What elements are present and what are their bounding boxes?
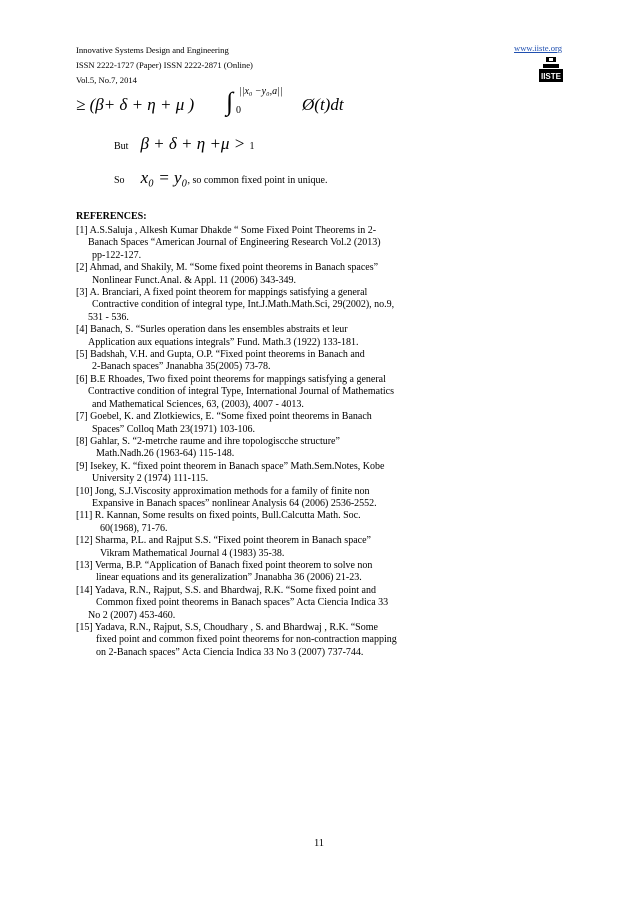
logo-text: IISTE [540, 72, 562, 81]
so-label: So [114, 175, 125, 186]
reference-line: Math.Nadh.26 (1963-64) 115-148. [96, 448, 235, 460]
reference-line: pp-122-127. [92, 249, 142, 261]
reference-line: [10] Jong, S.J.Viscosity approximation methods for a family of finite non [76, 485, 370, 497]
reference-item [76, 262, 556, 287]
reference-line: Contractive condition of integral type, Int.J.Math.Math.Sci, 29(2002), no.9, [92, 299, 395, 311]
reference-line: [7] Goebel, K. and Zlotkiewics, E. “Some fixed point theorems in Banach [76, 411, 372, 423]
reference-line: Application aux equations integrals” Fund. Math.3 (1922) 133-181. [88, 336, 359, 348]
journal-url-link[interactable]: www.iiste.org [514, 43, 562, 53]
reference-line: [4] Banach, S. “Surles operation dans les ensembles abstraits et leur [76, 324, 348, 336]
integral-inequality [76, 86, 344, 119]
reference-line: linear equations and its generalization” Jnanabha 36 (2006) 21-23. [96, 572, 362, 584]
references-heading: REFERENCES: [76, 211, 147, 222]
reference-line: [2] Ahmad, and Shakily, M. “Some fixed point theorems in Banach spaces” [76, 262, 379, 274]
journal-issn: ISSN 2222-1727 (Paper) ISSN 2222-2871 (Online) [76, 60, 253, 70]
reference-item [76, 411, 556, 436]
reference-item [76, 585, 556, 622]
reference-line: Vikram Mathematical Journal 4 (1983) 35-38. [100, 547, 285, 559]
reference-line: 2-Banach spaces” Jnanabha 35(2005) 73-78. [92, 361, 271, 373]
reference-item [76, 324, 556, 349]
reference-item [76, 225, 556, 262]
reference-line: [12] Sharma, P.L. and Rajput S.S. “Fixed point theorem in Banach space” [76, 535, 371, 547]
reference-item [76, 510, 556, 535]
reference-line: [3] A. Branciari, A fixed point theorem for mappings satisfying a general [76, 287, 368, 299]
reference-line: [13] Verma, B.P. “Application of Banach fixed point theorem to solve non [76, 559, 373, 571]
reference-item [76, 535, 556, 560]
journal-title: Innovative Systems Design and Engineering [76, 45, 229, 55]
reference-line: Spaces” Colloq Math 23(1971) 103-106. [92, 423, 256, 435]
so-text: , so common fixed point in unique. [187, 175, 328, 186]
reference-item [76, 486, 556, 511]
reference-line: No 2 (2007) 453-460. [88, 609, 176, 621]
reference-line: [8] Gahlar, S. “2-metrche raume and ihre topologiscche structure” [76, 435, 340, 447]
reference-item [76, 622, 556, 659]
journal-header [76, 43, 253, 88]
reference-item [76, 436, 556, 461]
so-conclusion [114, 168, 327, 190]
but-expression: β + δ + η +μ > [140, 134, 250, 153]
reference-line: [6] B.E Rhoades, Two fixed point theorems for mappings satisfying a general [76, 373, 386, 385]
so-expression: x₀ = y₀ [140, 168, 188, 187]
reference-line: [5] Badshah, V.H. and Gupta, O.P. “Fixed point theorems in Banach and [76, 349, 365, 361]
integral-sign: ∫ [226, 87, 234, 116]
reference-line: Banach Spaces “American Journal of Engineering Research Vol.2 (2013) [88, 237, 381, 249]
reference-line: Contractive condition of integral Type, International Journal of Mathematics [88, 386, 394, 398]
reference-item [76, 349, 556, 374]
reference-line: [14] Yadava, R.N., Rajput, S.S. and Bhardwaj, R.K. “Some fixed point and [76, 584, 376, 596]
journal-volume: Vol.5, No.7, 2014 [76, 75, 137, 85]
reference-line: [1] A.S.Saluja , Alkesh Kumar Dhakde “ Some Fixed Point Theorems in 2- [76, 225, 377, 236]
reference-line: Expansive in Banach spaces” nonlinear Analysis 64 (2006) 2536-2552. [92, 497, 377, 509]
reference-line: Common fixed point theorems in Banach spaces” Acta Ciencia Indica 33 [96, 597, 389, 609]
reference-line: [11] R. Kannan, Some results on fixed points, Bull.Calcutta Math. Soc. [76, 510, 361, 522]
but-label: But [114, 141, 129, 152]
references-list [76, 225, 556, 659]
inequality-prefix: ≥ (β+ δ + η + μ ) [76, 95, 195, 114]
reference-line: Nonlinear Funct.Anal. & Appl. 11 (2006) 343-349. [92, 274, 297, 286]
reference-line: [15] Yadava, R.N., Rajput, S.S, Choudhary , S. and Bhardwaj , R.K. “Some [76, 622, 378, 633]
reference-line: fixed point and common fixed point theorems for non-contraction mapping [96, 634, 397, 646]
but-one: 1 [249, 141, 255, 152]
page-number: 11 [313, 838, 325, 849]
reference-line: [9] Isekey, K. “fixed point theorem in Banach space” Math.Sem.Notes, Kobe [76, 460, 385, 472]
reference-line: University 2 (1974) 111-115. [92, 473, 209, 485]
reference-item [76, 560, 556, 585]
integrand: Ø(t)dt [302, 95, 344, 114]
integral-lower-limit: 0 [236, 105, 241, 116]
but-condition [114, 134, 254, 156]
reference-item [76, 374, 556, 411]
iiste-logo [537, 56, 565, 84]
reference-line: 531 - 536. [88, 311, 129, 323]
integral-upper-limit: ||x₀ −y₀,a|| [239, 86, 283, 97]
reference-item [76, 461, 556, 486]
reference-line: and Mathematical Sciences, 63, (2003), 4007 - 4013. [92, 398, 304, 410]
reference-line: 60(1968), 71-76. [100, 522, 168, 534]
reference-item [76, 287, 556, 324]
reference-line: on 2-Banach spaces” Acta Ciencia Indica 33 No 3 (2007) 737-744. [96, 646, 364, 658]
